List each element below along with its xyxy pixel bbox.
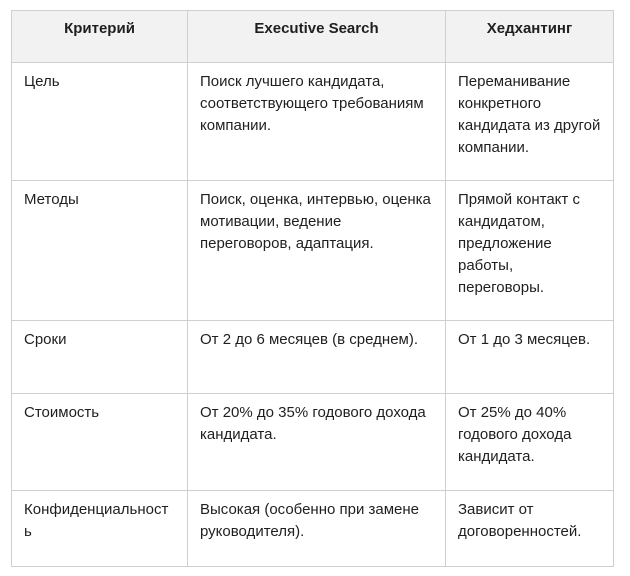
row-criterion: Цель — [12, 63, 188, 181]
row-criterion: Сроки — [12, 321, 188, 394]
table-header-row — [12, 11, 614, 63]
row-executive-search-value: Поиск, оценка, интервью, оценка мотивации, ведение переговоров, адаптация. — [188, 181, 446, 321]
row-headhunting-value: Прямой контакт с кандидатом, предложение работы, переговоры. — [446, 181, 614, 321]
row-criterion: Методы — [12, 181, 188, 321]
table-row — [12, 181, 614, 321]
comparison-table — [11, 10, 614, 567]
row-headhunting-value: От 1 до 3 месяцев. — [446, 321, 614, 394]
row-criterion: Стоимость — [12, 394, 188, 491]
header-executive-search: Executive Search — [188, 11, 446, 63]
row-executive-search-value: Высокая (особенно при замене руководителя). — [188, 491, 446, 567]
row-executive-search-value: От 2 до 6 месяцев (в среднем). — [188, 321, 446, 394]
header-criterion: Критерий — [12, 11, 188, 63]
row-headhunting-value: От 25% до 40% годового дохода кандидата. — [446, 394, 614, 491]
table-row — [12, 321, 614, 394]
table-row — [12, 491, 614, 567]
table-row — [12, 394, 614, 491]
row-headhunting-value: Зависит от договоренностей. — [446, 491, 614, 567]
table-row — [12, 63, 614, 181]
comparison-table-container — [11, 10, 614, 567]
row-headhunting-value: Переманивание конкретного кандидата из другой компании. — [446, 63, 614, 181]
header-headhunting: Хедхантинг — [446, 11, 614, 63]
row-executive-search-value: От 20% до 35% годового дохода кандидата. — [188, 394, 446, 491]
row-executive-search-value: Поиск лучшего кандидата, соответствующего требованиям компании. — [188, 63, 446, 181]
row-criterion: Конфиденциальность — [12, 491, 188, 567]
